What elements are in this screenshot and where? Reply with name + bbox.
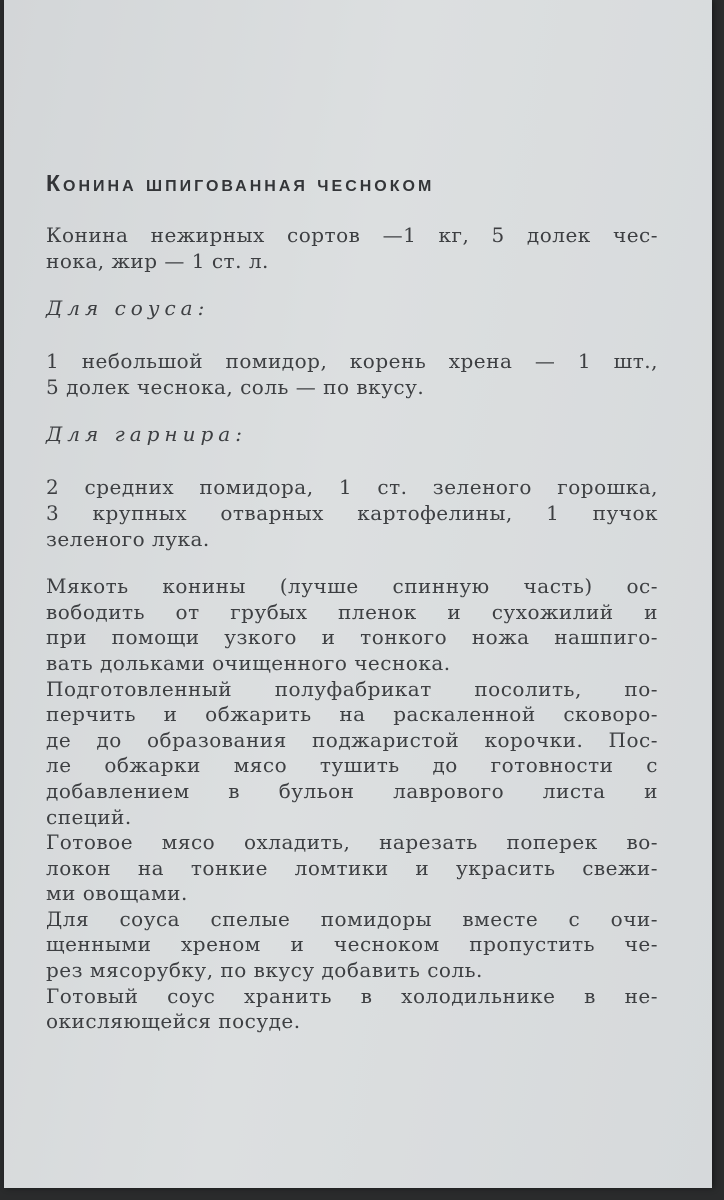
instructions-line: рез мясорубку, по вкусу добавить соль.	[46, 958, 483, 983]
sauce-line: 5 долек чеснока, соль — по вкусу.	[46, 374, 425, 399]
instructions-line: окисляющейся посуде.	[46, 1009, 301, 1034]
instructions-line: вободить от грубых пленок и сухожилий и	[46, 599, 658, 624]
instructions-line: Для соуса спелые помидоры вместе с очи-	[46, 906, 658, 931]
garnish-line: зеленого лука.	[46, 526, 210, 551]
sauce-line: 1 небольшой помидор, корень хрена — 1 шт.,	[46, 349, 658, 374]
instructions-line: щенными хреном и чесноком пропустить че-	[46, 932, 658, 957]
ingredients-line: Конина нежирных сортов —1 кг, 5 долек чес-	[46, 223, 658, 247]
instructions-line: специй.	[46, 804, 132, 829]
recipe-card	[4, 0, 712, 1188]
garnish-line: 3 крупных отварных картофелины, 1 пучок	[46, 500, 658, 525]
instructions-line: вать дольками очищенного чеснока.	[46, 650, 451, 675]
ingredients-line: нока, жир — 1 ст. л.	[46, 248, 269, 273]
recipe-title: Конина шпигованная чесноком	[46, 170, 435, 196]
instructions-line: Подготовленный полуфабрикат посолить, по-	[46, 676, 658, 701]
ingredients-block	[46, 223, 658, 274]
instructions-line: де до образования поджаристой корочки. Пос-	[46, 727, 658, 752]
instructions-line: перчить и обжарить на раскаленной сковоро-	[46, 702, 658, 727]
instructions-line: Готовый соус хранить в холодильнике в не-	[46, 983, 658, 1008]
instructions-line: Мякоть конины (лучше спинную часть) ос-	[46, 574, 658, 599]
instructions-line: добавлением в бульон лаврового листа и	[46, 778, 658, 803]
instructions-line: при помощи узкого и тонкого ножа нашпиго-	[46, 625, 658, 650]
instructions-block	[46, 574, 658, 1035]
sauce-block	[46, 349, 658, 400]
recipe-content	[46, 170, 658, 1035]
instructions-line: ле обжарки мясо тушить до готовности с	[46, 753, 658, 778]
instructions-line: ми овощами.	[46, 881, 188, 906]
sauce-heading: Для соуса:	[46, 296, 210, 321]
garnish-line: 2 средних помидора, 1 ст. зеленого горошка,	[46, 475, 658, 500]
instructions-line: локон на тонкие ломтики и украсить свежи-	[46, 855, 658, 880]
garnish-heading: Для гарнира:	[46, 422, 247, 447]
instructions-line: Готовое мясо охладить, нарезать поперек во-	[46, 830, 658, 855]
garnish-block	[46, 475, 658, 552]
